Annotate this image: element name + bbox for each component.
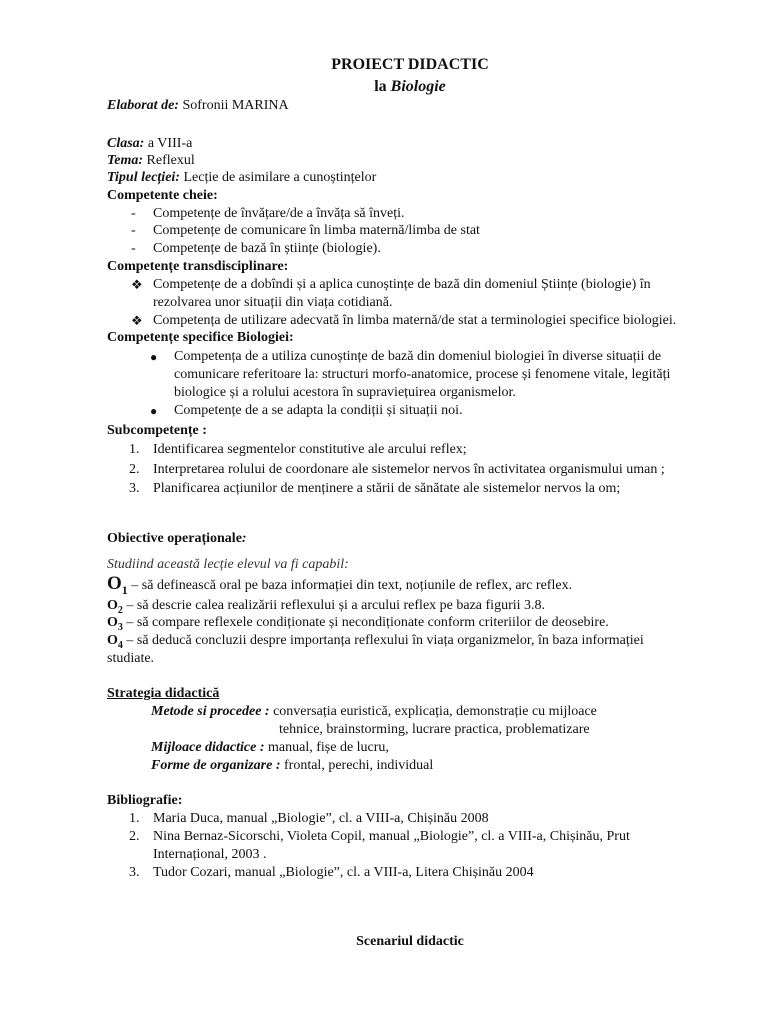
objective-3-code: $O_3$	[107, 615, 123, 633]
bibliography-item-continuation: Internațional, 2003 .	[153, 847, 267, 862]
objective-1-text: – să definească oral pe baza informației din text, noțiunile de reflex, arc reflex.	[127, 578, 573, 593]
round-bullet-icon: ●	[150, 404, 158, 418]
topic-label: Tema:	[107, 153, 144, 168]
strategy-heading: Strategia didactică	[107, 686, 220, 701]
objective-4-code: $O_4$	[107, 633, 123, 651]
list-item: Identificarea segmentelor constitutive ale arcului reflex;	[153, 442, 467, 457]
objective-2-text: – să descrie calea realizării reflexului și a arcului reflex pe baza figurii 3.8.	[122, 598, 546, 613]
key-competences-heading: Competente cheie:	[107, 188, 218, 203]
objective-3-text: – să compare reflexele condiționate și necondiționate conform criteriilor de deosebire.	[122, 615, 609, 630]
topic-value: Reflexul	[143, 153, 195, 168]
methods-value: conversația euristică, explicația, demonstrație cu mijloace	[269, 704, 597, 719]
diamond-bullet-icon: ❖	[131, 277, 143, 292]
objectives-heading	[107, 530, 247, 548]
list-item: Competențe de bază în științe (biologie).	[153, 241, 381, 256]
objective-1-code: $O_1$	[107, 573, 128, 597]
bibliography-heading: Bibliografie:	[107, 793, 183, 808]
subcompetences-heading: Subcompetențe :	[107, 423, 207, 438]
means-label: Mijloace didactice :	[151, 740, 265, 755]
scenario-heading: Scenariul didactic	[356, 934, 464, 949]
objectives-intro: Studiind această lecție elevul va fi capabil:	[107, 557, 349, 572]
list-item: Competența de utilizare adecvată în limba maternă/de stat a terminologiei specifice biologiei.	[153, 313, 677, 328]
diamond-bullet-icon: ❖	[131, 313, 143, 328]
forms-label: Forme de organizare :	[151, 758, 281, 773]
lesson-type-label: Tipul lecției:	[107, 170, 180, 185]
list-item: Competența de a utiliza cunoștințe de bază din domeniul biologiei în diverse situații de	[174, 349, 662, 364]
list-dash: -	[131, 223, 136, 238]
list-number: 1.	[129, 442, 140, 457]
specific-competences-heading: Competențe specifice Biologiei:	[107, 330, 294, 345]
class-line	[107, 135, 192, 153]
objective-4	[107, 632, 644, 655]
bibliography-item: Nina Bernaz-Sicorschi, Violeta Copil, manual „Biologie”, cl. a VIII-a, Chișinău, Prut	[153, 829, 630, 844]
lesson-type-value: Lecție de asimilare a cunoștințelor	[179, 170, 377, 185]
objectives-heading-colon: :	[241, 531, 247, 546]
list-number: 3.	[129, 481, 140, 496]
methods-line	[151, 703, 597, 721]
list-item: Competențe de comunicare în limba maternă/limba de stat	[153, 223, 480, 238]
document-subtitle	[0, 78, 768, 96]
author-line	[107, 97, 289, 115]
means-line	[151, 739, 389, 757]
list-dash: -	[131, 241, 136, 256]
subtitle-prefix: la	[374, 78, 391, 95]
methods-continuation: tehnice, brainstorming, lucrare practica, problematizare	[279, 722, 590, 737]
list-number: 3.	[129, 865, 140, 880]
list-number: 2.	[129, 462, 140, 477]
bibliography-item: Tudor Cozari, manual „Biologie”, cl. a VIII-a, Litera Chișinău 2004	[153, 865, 534, 880]
bibliography-item: Maria Duca, manual „Biologie”, cl. a VIII-a, Chișinău 2008	[153, 811, 489, 826]
forms-line	[151, 757, 433, 775]
subtitle-subject: Biologie	[390, 78, 446, 95]
round-bullet-icon: ●	[150, 350, 158, 364]
list-item-continuation: biologice și a rolului acestora în supraviețuirea organismelor.	[174, 385, 516, 400]
list-item: Planificarea acțiunilor de menținere a stării de sănătate ale sistemelor nervos la om;	[153, 481, 621, 496]
list-number: 2.	[129, 829, 140, 844]
objective-4-continuation: studiate.	[107, 651, 155, 666]
methods-label: Metode si procedee :	[151, 704, 270, 719]
list-item: Competențe de a se adapta la condiții și situații noi.	[174, 403, 463, 418]
list-item: Interpretarea rolului de coordonare ale sistemelor nervos în activitatea organismului uman ;	[153, 462, 665, 477]
objective-4-text: – să deducă concluzii despre importanța reflexului în viața organizmelor, în baza informației	[122, 633, 644, 648]
objectives-heading-text: Obiective operaționale	[107, 531, 242, 546]
list-dash: -	[131, 206, 136, 221]
list-number: 1.	[129, 811, 140, 826]
transdisciplinary-heading: Competențe transdisciplinare:	[107, 259, 289, 274]
class-label: Clasa:	[107, 136, 145, 151]
topic-line	[107, 152, 195, 170]
forms-value: frontal, perechi, individual	[280, 758, 434, 773]
author-name: Sofronii MARINA	[178, 98, 289, 113]
class-value: a VIII-a	[144, 136, 193, 151]
lesson-type-line	[107, 169, 376, 187]
list-item-continuation: rezolvarea unor situații din viața cotidiană.	[153, 295, 393, 310]
objective-1	[107, 575, 572, 599]
means-value: manual, fișe de lucru,	[264, 740, 389, 755]
list-item: Competențe de a dobîndi și a aplica cunoștințe de bază din domeniul Științe (biologie) în	[153, 277, 651, 292]
author-label: Elaborat de:	[107, 98, 179, 113]
list-item-continuation: comunicare referitoare la: structuri morfo-anatomice, procese și fenomene vitale, legități	[174, 367, 671, 382]
document-title: PROIECT DIDACTIC	[331, 56, 489, 73]
objective-2-code: $O_2$	[107, 598, 123, 616]
list-item: Competențe de învățare/de a învăța să înveți.	[153, 206, 405, 221]
